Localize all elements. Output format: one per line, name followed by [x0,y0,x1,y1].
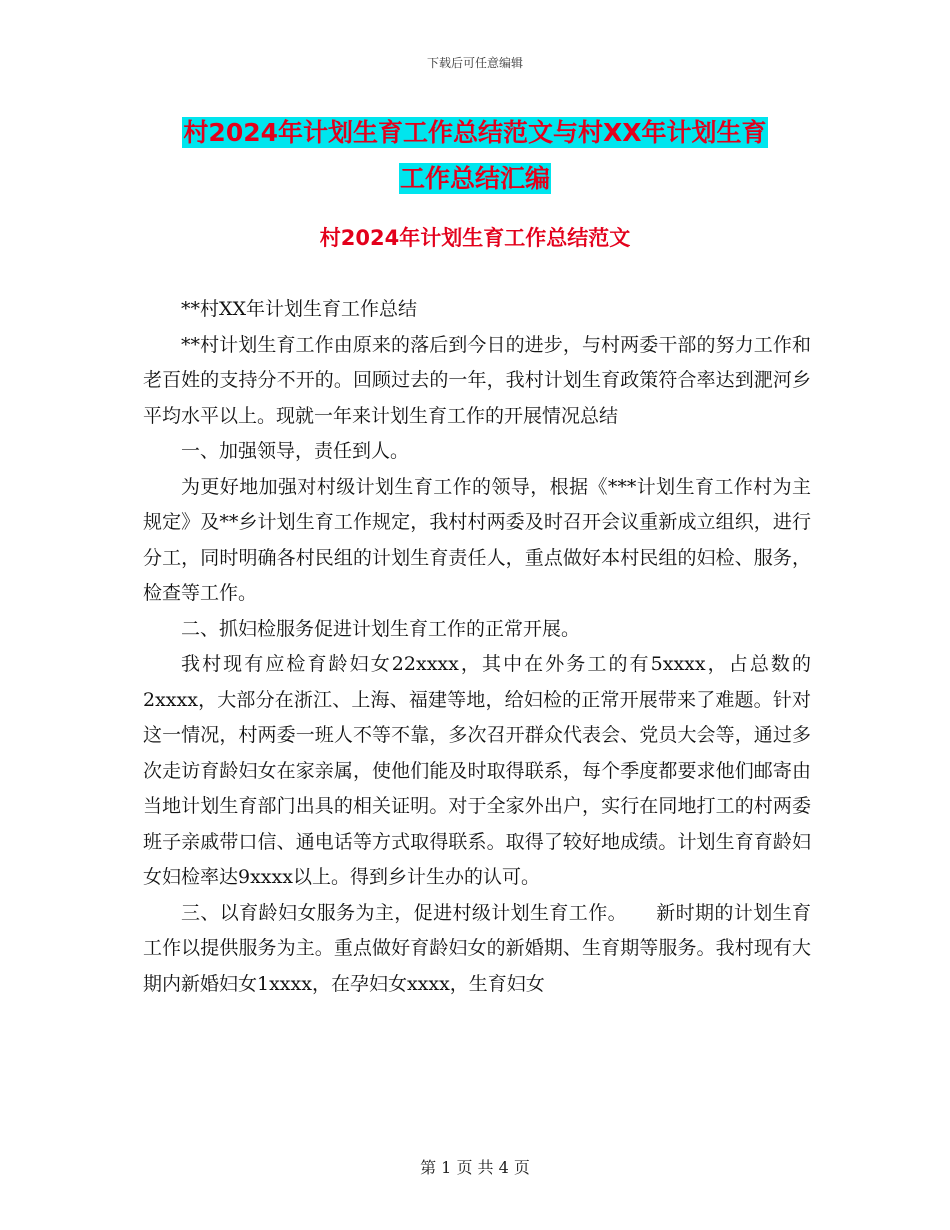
page-header-note: 下载后可任意编辑 [426,56,523,70]
paragraph: 为更好地加强对村级计划生育工作的领导，根据《***计划生育工作村为主规定》及**乡计划生育工作规定，我村村两委及时召开会议重新成立组织，进行分工，同时明确各村民组的计划生育责任人，重点做好本村民组的妇检、服务，检查等工作。 [143,475,811,604]
paragraph: **村XX年计划生育工作总结 [181,298,418,320]
section-title: 村2024年计划生育工作总结范文 [319,226,631,250]
document-title-line-1: 村2024年计划生育工作总结范文与村XX年计划生育 [183,118,767,147]
paragraph: 我村现有应检育龄妇女22xxxx，其中在外务工的有5xxxx，占总数的2xxxx，大部分在浙江、上海、福建等地，给妇检的正常开展带来了难题。针对这一情况，村两委一班人不等不靠，多次召开群众代表会、党员大会等，通过多次走访育龄妇女在家亲属，使他们能及时取得联系，每个季度都要求他们邮寄由当地计划生育部门出具的相关证明。对于全家外出户，实行在同地打工的村两委班子亲戚带口信、通电话等方式取得联系。取得了较好地成绩。计划生育育龄妇女妇检率达9xxxx以上。得到乡计生办的认可。 [143,653,811,888]
document-title [150,110,800,202]
paragraph: **村计划生育工作由原来的落后到今日的进步，与村两委干部的努力工作和老百姓的支持分不开的。回顾过去的一年，我村计划生育政策符合率达到淝河乡平均水平以上。现就一年来计划生育工作的开展情况总结 [143,333,811,427]
body-text [143,292,811,1002]
paragraph: 三、以育龄妇女服务为主，促进村级计划生育工作。 新时期的计划生育工作以提供服务为主。重点做好育龄妇女的新婚期、生育期等服务。我村现有大期内新婚妇女1xxxx，在孕妇女xxxx，生育妇女 [143,901,811,995]
page-number: 第 1 页 共 4 页 [420,1158,530,1177]
paragraph-heading: 二、抓妇检服务促进计划生育工作的正常开展。 [181,617,581,640]
document-title-line-2: 工作总结汇编 [399,164,550,193]
paragraph-heading: 一、加强领导，责任到人。 [181,440,410,462]
